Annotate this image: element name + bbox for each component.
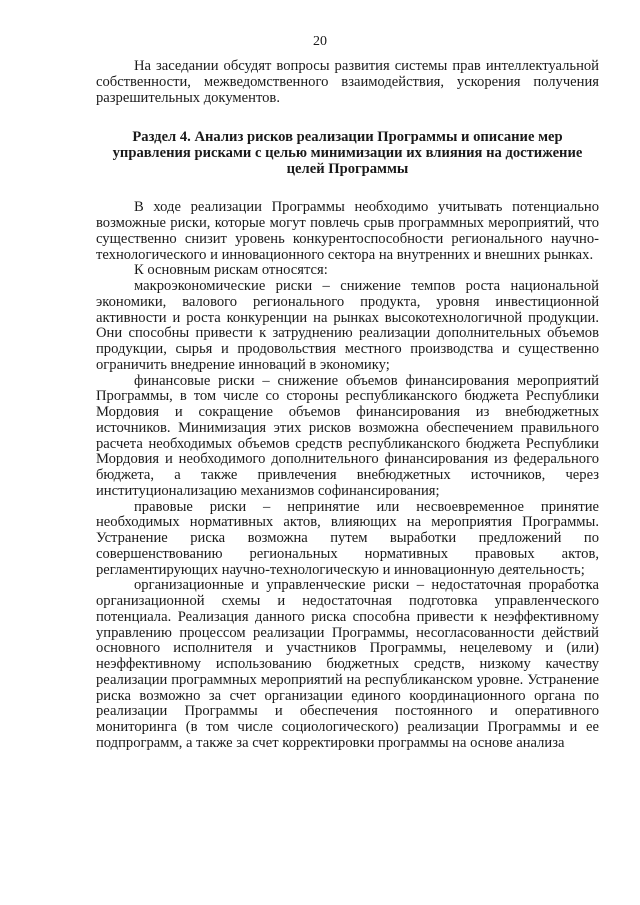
paragraph-organizational-risks: организационные и управленческие риски – недостаточная проработка организационной схемы и недостаточная подготовка управленческого потенциала. Реализация данного риска способна привести к неэффективному управлению процессом реализации Программы, несогласованности действий основного исполнителя и участников Программы, нецелевому и (или) неэффективному использованию бюджетных средств, низкому качеству реализации программных мероприятий на республиканском уровне. Устранение риска возможно за счет организации единого координационного органа по реализации Программы и обеспечения постоянного и оперативного мониторинга (в том числе социологического) реализации Программы и ее подпрограмм, а также за счет корректировки программы на основе анализа	[96, 577, 599, 751]
paragraph-financial-risks: финансовые риски – снижение объемов финансирования мероприятий Программы, в том числе со стороны республиканского бюджета Республики Мордовия и сокращение объемов финансирования из внебюджетных источников. Минимизация этих рисков возможна обеспечением правильного расчета необходимых объемов средств республиканского бюджета Республики Мордовия и необходимого дополнительного финансирования из федерального бюджета, а также привлечения внебюджетных источников, через институционализацию механизмов софинансирования;	[96, 372, 599, 499]
paragraph-legal-risks: правовые риски – непринятие или несвоевременное принятие необходимых нормативных актов, влияющих на мероприятия Программы. Устранение риска возможна путем выработки предложений по совершенствованию региональных нормативных правовых актов, регламентирующих научно-технологическую и инновационную деятельность;	[96, 498, 599, 578]
paragraph-risks-overview: В ходе реализации Программы необходимо учитывать потенциально возможные риски, которые могут повлечь срыв программных мероприятий, что существенно снизит уровень конкурентоспособности регионального научно-технологического и инновационного сектора на внутренних и внешних рынках.	[96, 199, 599, 263]
paragraph-macroeconomic-risks: макроэкономические риски – снижение темпов роста национальной экономики, валового регионального продукта, уровня инвестиционной активности и роста конкуренции на рынках высокотехнологичной продукции. Они способны привести к затруднению реализации дополнительных объемов продукции, сырья и продовольствия местного производства и существенно ограничить внедрение инноваций в экономику;	[96, 278, 599, 373]
paragraph-main-risks-intro: К основным рискам относятся:	[134, 262, 328, 279]
page-number: 20	[313, 34, 327, 49]
section-heading: Раздел 4. Анализ рисков реализации Программы и описание мер управления рисками с целью минимизации их влияния на достижение целей Программы	[112, 129, 583, 178]
intro-paragraph: На заседании обсудят вопросы развития системы прав интеллектуальной собственности, межведомственного взаимодействия, ускорения получения разрешительных документов.	[96, 58, 599, 106]
page-content	[96, 59, 599, 752]
